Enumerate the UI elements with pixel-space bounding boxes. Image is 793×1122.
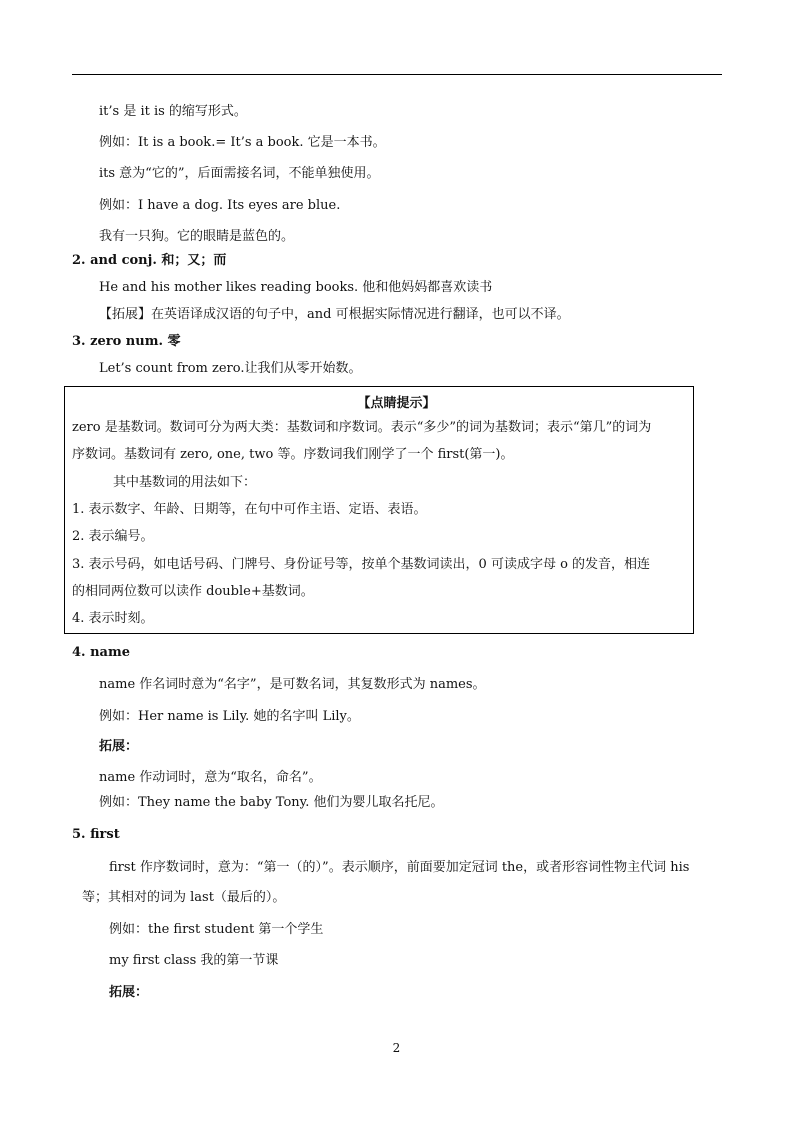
text-line: first 作序数词时，意为：“第一（的）”。表示顺序，前面要加定冠词 the，或者形容词性物主代词 his [109,860,690,875]
tip-line: zero 是基数词。数词可分为两大类：基数词和序数词。表示“多少”的词为基数词；表示“第几”的词为 [72,420,652,435]
section-heading: 4. name [72,645,130,660]
tip-box-title: 【点睛提示】 [357,396,436,411]
tip-line: 的相同两位数可以读作 double+基数词。 [72,584,314,599]
page-number: 2 [392,1041,401,1055]
example-line: 例如：Her name is Lily. 她的名字叫 Lily。 [99,709,360,724]
text-line: name 作名词时意为“名字”，是可数名词，其复数形式为 names。 [99,677,486,692]
text-line: name 作动词时，意为“取名，命名”。 [99,770,322,785]
example-line: 例如：They name the baby Tony. 他们为婴儿取名托尼。 [99,795,444,810]
tip-line: 1. 表示数字、年龄、日期等，在句中可作主语、定语、表语。 [72,502,427,517]
example-line: 例如：I have a dog. Its eyes are blue. [99,198,341,213]
text-line: its 意为“它的”，后面需接名词，不能单独使用。 [99,166,380,181]
tip-line: 序数词。基数词有 zero, one, two 等。序数词我们刚学了一个 first(第一)。 [72,447,514,462]
tip-line: 2. 表示编号。 [72,529,154,544]
section-heading: 5. first [72,827,120,842]
text-line: 我有一只狗。它的眼睛是蓝色的。 [99,229,295,244]
example-line: 例如：the first student 第一个学生 [109,922,324,937]
example-line: 例如：It is a book.= It’s a book. 它是一本书。 [99,135,386,150]
extension-label: 拓展： [109,985,149,1000]
tip-line: 其中基数词的用法如下： [113,475,257,490]
section-heading: 3. zero num. 零 [72,334,181,349]
example-line: my first class 我的第一节课 [109,953,279,968]
extension-label: 拓展： [99,739,139,754]
header-rule [72,74,722,75]
text-line: 等；其相对的词为 last（最后的）。 [82,890,286,905]
tip-line: 3. 表示号码，如电话号码、门牌号、身份证号等，按单个基数词读出，0 可读成字母 o 的发音，相连 [72,557,651,572]
section-heading: 2. and conj. 和；又；而 [72,253,227,268]
text-line: 【拓展】在英语译成汉语的句子中，and 可根据实际情况进行翻译，也可以不译。 [99,307,570,322]
text-line: He and his mother likes reading books. 他和他妈妈都喜欢读书 [99,280,493,295]
example-line: Let’s count from zero.让我们从零开始数。 [99,361,362,376]
tip-line: 4. 表示时刻。 [72,611,154,626]
text-line: it’s 是 it is 的缩写形式。 [99,104,247,119]
